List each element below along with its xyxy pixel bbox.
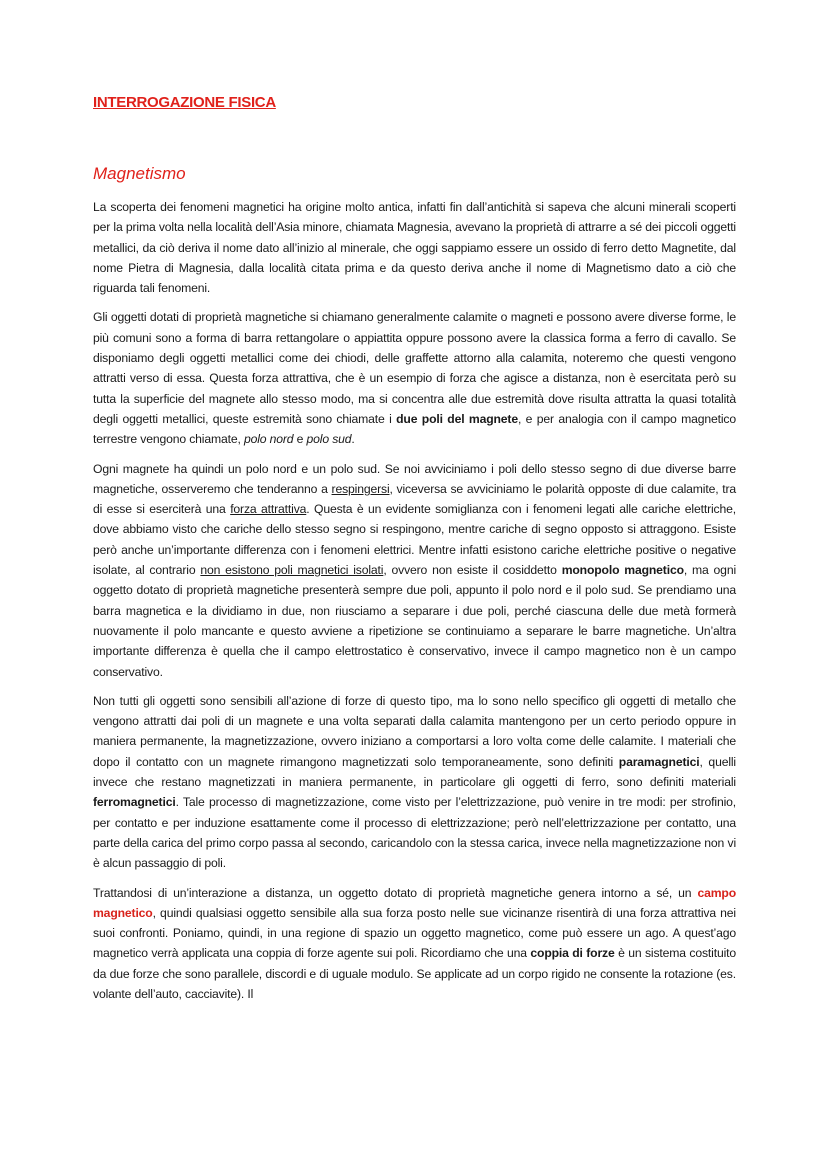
paragraph-text: Ogni magnete ha quindi un polo nord e un polo sud. Se noi avviciniamo i poli dello stesso segno di due diverse barre magnetiche, osserveremo che tenderanno a — [93, 461, 736, 496]
paragraph — [93, 883, 736, 1005]
paragraph-text: , ovvero non esiste il cosiddetto — [383, 563, 562, 578]
paragraph-text: Trattandosi di un’interazione a distanza, un oggetto dotato di proprietà magnetiche genera intorno a sé, un — [93, 885, 698, 900]
paragraph-text: . Questa è un evidente somiglianza con i fenomeni legati alle cariche elettriche, dove abbiamo visto che cariche dello stesso segno si respingono, mentre cariche di segno opposto si attraggono. Esiste però anche un’importante differenza con i fenomeni elettrici. Mentre infatti esistono cariche elettriche positive o negative isolate, al contrario — [93, 502, 736, 578]
paragraph-text: e — [293, 432, 307, 447]
document-title: INTERROGAZIONE FISICA — [93, 94, 276, 111]
paragraph-text: è un sistema costituito da due forze che sono parallele, discordi e di uguale modulo. Se applicate ad un corpo rigido ne consente la rotazione (es. volante dell’auto, cacciavite). Il — [93, 946, 736, 1001]
bold-term: paramagnetici — [618, 754, 700, 769]
paragraph-text: , quelli invece che restano magnetizzati in maniera permanente, in particolare gli oggetti di ferro, sono definiti materiali — [93, 754, 736, 790]
paragraph-text: . Tale processo di magnetizzazione, come visto per l’elettrizzazione, può venire in tre modi: per strofinio, per contatto e per induzione esattamente come il processo di elettrizzazione; però nell’elettrizzazione per contatto, una parte della carica del primo corpo passa al secondo, caricandolo con la stessa carica, invece nella magnetizzazione non vi è alcun passaggio di poli. — [93, 795, 736, 871]
bold-term: monopolo magnetico — [561, 563, 684, 578]
paragraph-text: . — [351, 432, 355, 447]
paragraph — [93, 307, 736, 449]
paragraph — [93, 197, 736, 298]
underlined-phrase: respingersi — [331, 481, 390, 496]
section-heading: Magnetismo — [93, 164, 186, 183]
bold-term: ferromagnetici — [93, 795, 176, 810]
paragraph-text: , e per analogia con il campo magnetico terrestre vengono chiamate, — [93, 411, 737, 447]
paragraph-text: , quindi qualsiasi oggetto sensibile alla sua forza posto nelle sue vicinanze risentirà di una forza attrattiva nei suoi confronti. Poniamo, quindi, in una regione di spazio un oggetto magnetico, come può essere un ago. A quest’ago magnetico verrà applicata una coppia di forze agente sui poli. Ricordiamo che una — [93, 905, 736, 961]
paragraph-text: , viceversa se avviciniamo le polarità opposte di due calamite, tra di esse si eserciterà una — [93, 481, 737, 517]
paragraph-text: Non tutti gli oggetti sono sensibili all’azione di forze di questo tipo, ma lo sono nello specifico gli oggetti di metallo che vengono attratti dai poli di un magnete e una volta separati dalla calamita mantengono per un certo periodo oppure in maniera permanente, la magnetizzazione, ovvero iniziano a comportarsi a loro volta come delle calamite. I materiali che dopo il contatto con un magnete rimangono magnetizzati solo temporaneamente, sono definiti — [93, 693, 736, 769]
underlined-phrase: non esistono poli magnetici isolati — [200, 563, 384, 578]
bold-term: coppia di forze — [530, 946, 615, 961]
paragraph-text: La scoperta dei fenomeni magnetici ha origine molto antica, infatti fin dall’antichità si sapeva che alcuni minerali scoperti per la prima volta nella località dell’Asia minore, chiamata Magnesia, avevano la proprietà di attrarre a sé dei piccoli oggetti metallici, da ciò deriva il nome dato all’inizio al minerale, che oggi sappiamo essere un ossido di ferro detto Magnetite, dal nome Pietra di Magnesia, dalla località citata prima e da questo deriva anche il nome di Magnetismo dato a ciò che riguarda tali fenomeni. — [93, 200, 736, 296]
bold-term: due poli del magnete — [396, 411, 518, 426]
paragraph-text: , ma ogni oggetto dotato di proprietà magnetiche presenterà sempre due poli, appunto il polo nord e il polo sud. Se prendiamo una barra magnetica e la dividiamo in due, non riusciamo a separare i due poli, perché ciascuna delle due metà formerà nuovamente il polo mancante e questo avviene a ripetizione se continuiamo a separare le barre magnetiche. Un’altra importante differenza è quella che il campo elettrostatico è conservativo, invece il campo magnetico non è un campo conservativo. — [93, 563, 737, 679]
highlighted-term: campo magnetico — [93, 885, 736, 920]
paragraph — [93, 691, 736, 874]
paragraph-text: Gli oggetti dotati di proprietà magnetiche si chiamano generalmente calamite o magneti e possono avere diverse forme, le più comuni sono a forma di barra rettangolare o appiattita oppure possono avere la classica forma a ferro di cavallo. Se disponiamo degli oggetti metallici come dei chiodi, delle graffette attorno alla calamita, noteremo che questi vengono attratti verso di essa. Questa forza attrattiva, che è un esempio di forza che agisce a distanza, non è esercitata però su tutta la superficie del magnete allo stesso modo, ma si concentra alle due estremità dove risulta attratta la quasi totalità degli oggetti metallici, queste estremità sono chiamate i — [93, 310, 736, 426]
italic-term: polo sud — [306, 432, 352, 447]
italic-term: polo nord — [243, 432, 294, 447]
paragraph — [93, 459, 736, 682]
underlined-phrase: forza attrattiva — [230, 502, 307, 517]
document-body — [93, 197, 736, 1013]
